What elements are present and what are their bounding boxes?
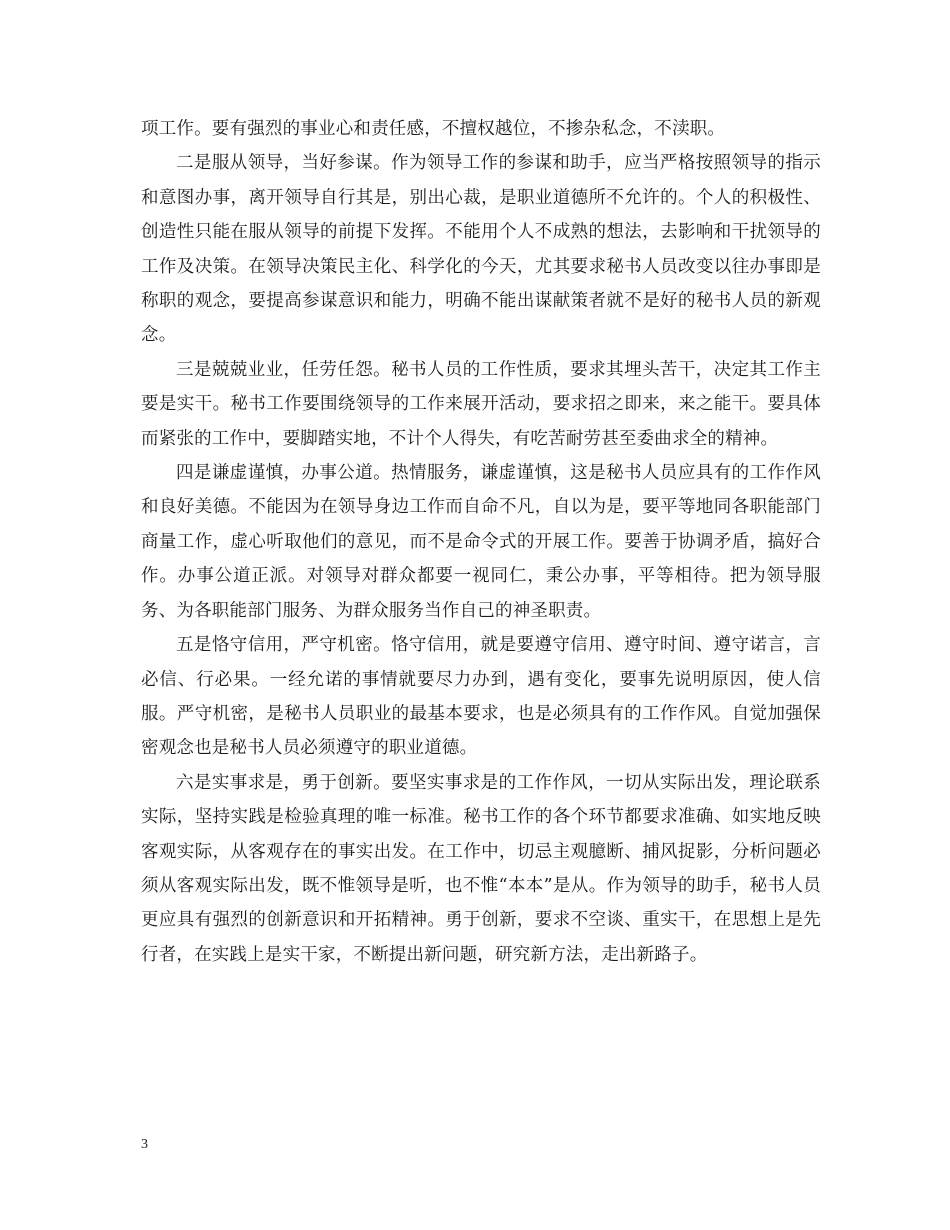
paragraph-modesty-fairness: 四是谦虚谨慎，办事公道。热情服务，谦虚谨慎，这是秘书人员应具有的工作作风和良好美德。不能因为在领导身边工作而自命不凡，自以为是，要平等地同各职能部门商量工作，虚心听取他们的意见，而不是命令式的开展工作。要善于协调矛盾，搞好合作。办事公道正派。对领导对群众都要一视同仁，秉公办事，平等相待。把为领导服务、为各职能部门服务、为群众服务当作自己的神圣职责。 [141, 463, 821, 621]
paragraph-continuation: 项工作。要有强烈的事业心和责任感，不擅权越位，不掺杂私念，不渎职。 [141, 119, 726, 139]
paragraph-obey-leadership: 二是服从领导，当好参谋。作为领导工作的参谋和助手，应当严格按照领导的指示和意图办事，离开领导自行其是，别出心裁，是职业道德所不允许的。个人的积极性、创造性只能在服从领导的前提下发挥。不能用个人不成熟的想法，去影响和干扰领导的工作及决策。在领导决策民主化、科学化的今天，尤其要求秘书人员改变以往办事即是称职的观念，要提高参谋意识和能力，明确不能出谋献策者就不是好的秘书人员的新观念。 [141, 153, 821, 346]
paragraph-realism-innovation: 六是实事求是，勇于创新。要坚实事求是的工作作风，一切从实际出发，理论联系实际，坚持实践是检验真理的唯一标准。秘书工作的各个环节都要求准确、如实地反映客观实际，从客观存在的事实出发。在工作中，切忌主观臆断、捕风捉影，分析问题必须从客观实际出发，既不惟领导是听，也不惟“本本”是从。作为领导的助手，秘书人员更应具有强烈的创新意识和开拓精神。勇于创新，要求不空谈、重实干，在思想上是先行者，在实践上是实干家，不断提出新问题，研究新方法，走出新路子。 [141, 772, 821, 965]
paragraph-diligence: 三是兢兢业业，任劳任怨。秘书人员的工作性质，要求其埋头苦干，决定其工作主要是实干。秘书工作要围绕领导的工作来展开活动，要求招之即来，来之能干。要具体而紧张的工作中，要脚踏实地，不计个人得失，有吃苦耐劳甚至委曲求全的精神。 [141, 359, 821, 449]
paragraph-trust-confidentiality: 五是恪守信用，严守机密。恪守信用，就是要遵守信用、遵守时间、遵守诺言，言必信、行必果。一经允诺的事情就要尽力办到，遇有变化，要事先说明原因，使人信服。严守机密，是秘书人员职业的最基本要求，也是必须具有的工作作风。自觉加强保密观念也是秘书人员必须遵守的职业道德。 [141, 635, 821, 759]
document-body [141, 112, 821, 972]
page-number: 3 [141, 1137, 148, 1152]
